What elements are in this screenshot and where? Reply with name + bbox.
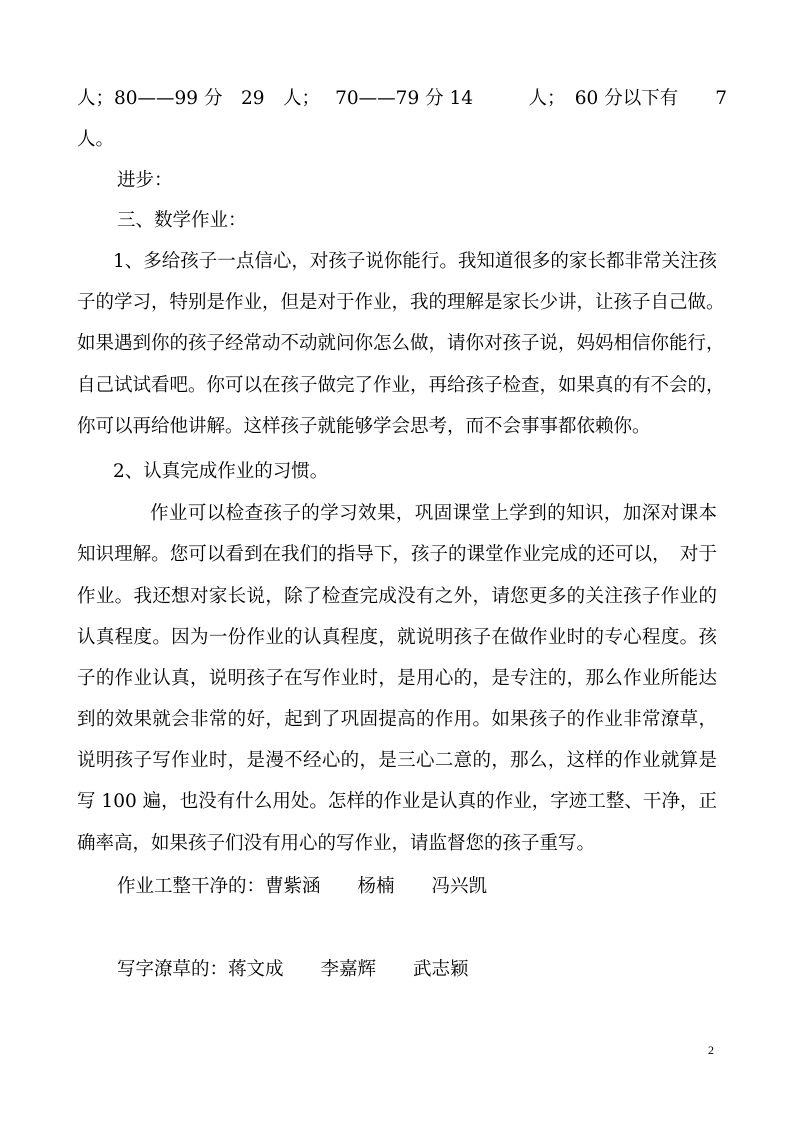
paragraph-line: 确率高，如果孩子们没有用心的写作业，请监督您的孩子重写。 (77, 833, 596, 854)
score-stats-continuation: 人。 (77, 129, 115, 150)
paragraph-line: 说明孩子写作业时，是漫不经心的，是三心二意的，那么，这样的作业就算是 (77, 750, 717, 771)
paragraph-line: 到的效果就会非常的好，起到了巩固提高的作用。如果孩子的作业非常潦草， (77, 709, 717, 730)
paragraph-line: 知识理解。您可以看到在我们的指导下，孩子的课堂作业完成的还可以， 对于 (77, 544, 717, 565)
paragraph-line: 如果遇到你的孩子经常动不动就问你怎么做，请你对孩子说，妈妈相信你能行， (77, 333, 725, 354)
page-number: 2 (708, 1043, 714, 1057)
paragraph-line: 子的学习，特别是作业，但是对于作业，我的理解是家长少讲，让孩子自己做。 (77, 292, 725, 313)
neat-homework-names: 作业工整干净的：曹紫涵 杨楠 冯兴凯 (117, 876, 488, 897)
paragraph-line: 自己试试看吧。你可以在孩子做完了作业，再给孩子检查，如果真的有不会的， (77, 375, 725, 396)
paragraph-line: 认真程度。因为一份作业的认真程度，就说明孩子在做作业时的专心程度。孩 (77, 627, 717, 648)
paragraph-line: 你可以再给他讲解。这样孩子就能够学会思考，而不会事事都依赖你。 (77, 416, 651, 437)
messy-writing-names: 写字潦草的：蒋文成 李嘉辉 武志颖 (117, 959, 469, 980)
score-stats-line: 人；80——99 分 29 人； 70——79 分 14 人； 60 分以下有 7 (77, 88, 727, 109)
paragraph-line: 写 100 遍，也没有什么用处。怎样的作业是认真的作业，字迹工整、干净，正 (77, 791, 717, 812)
section-heading-math-homework: 三、数学作业： (117, 210, 247, 231)
subheading-homework-habit: 2、认真完成作业的习惯。 (113, 461, 329, 482)
paragraph-line: 作业。我还想对家长说，除了检查完成没有之外，请您更多的关注孩子作业的 (77, 586, 717, 607)
paragraph-line: 作业可以检查孩子的学习效果，巩固课堂上学到的知识，加深对课本 (150, 503, 717, 524)
progress-heading: 进步： (117, 170, 173, 191)
paragraph-line: 1、多给孩子一点信心，对孩子说你能行。我知道很多的家长都非常关注孩 (113, 251, 717, 272)
paragraph-line: 子的作业认真，说明孩子在写作业时，是用心的，是专注的，那么作业所能达 (77, 668, 717, 689)
